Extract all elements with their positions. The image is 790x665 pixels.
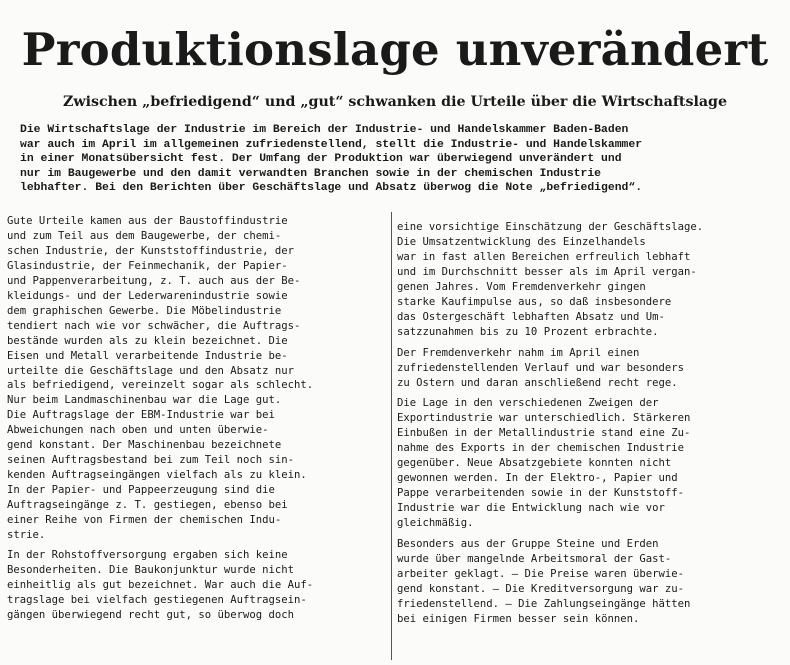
lead-line: war auch im April im allgemeinen zufriedenstellend, stellt die Industrie- und Handelskammer [20, 138, 643, 151]
text-line: urteilte die Geschäftslage und den Absatz nur [7, 364, 295, 377]
text-line: und Pappenverarbeitung, z. T. auch aus der Be- [7, 274, 301, 287]
text-line: gend konstant. — Die Kreditversorgung war zu- [397, 582, 685, 595]
text-line: kenden Auftragseingängen vielfach als zu klein. [7, 469, 307, 482]
text-line: das Ostergeschäft lebhaften Absatz und Um- [397, 310, 665, 323]
text-line: Der Fremdenverkehr nahm im April einen [397, 346, 640, 359]
text-line: schen Industrie, der Kunststoffindustrie, der [7, 244, 295, 257]
text-line: bestände wurden als zu klein bezeichnet. Die [7, 334, 288, 347]
text-line: und zum Teil aus dem Baugewerbe, der chemi- [7, 229, 282, 242]
lead-line: in einer Monatsübersicht fest. Der Umfang der Produktion war überwiegend unverändert und [20, 153, 622, 166]
headline: Produktionslage unverändert [21, 23, 769, 76]
text-line: friedenstellend. — Die Zahlungseingänge hätten [397, 597, 691, 610]
text-line: gleichmäßig. [397, 517, 474, 530]
text-line: einer Reihe von Firmen der chemischen Indu- [7, 514, 282, 527]
text-line: als befriedigend, vereinzelt sogar als schlecht. [7, 379, 314, 392]
text-line: Die Auftragslage der EBM-Industrie war bei [7, 409, 275, 422]
column-divider [391, 212, 392, 660]
text-line: genen Jahres. Vom Fremdenverkehr gingen [397, 280, 646, 293]
text-line: Glasindustrie, der Feinmechanik, der Papier- [7, 259, 288, 272]
paragraph [397, 396, 782, 531]
text-line: einheitlig als gut bezeichnet. War auch die Auf- [7, 578, 314, 591]
text-line: bei einigen Firmen besser sein können. [397, 612, 640, 625]
lead-line: Die Wirtschaftslage der Industrie im Bereich der Industrie- und Handelskammer Baden-Baden [20, 124, 629, 136]
text-line: seinen Auftragsbestand bei zum Teil noch sin- [7, 454, 295, 467]
text-line: Abweichungen nach oben und unten überwie- [7, 424, 269, 437]
paragraph [397, 220, 782, 340]
text-line: Gute Urteile kamen aus der Baustoffindustrie [7, 215, 288, 227]
paragraph [7, 214, 387, 543]
text-line: nahme des Exports in der chemischen Industrie [397, 442, 685, 455]
left-column [7, 214, 387, 628]
text-line: dem graphischen Gewerbe. Die Möbelindustrie [7, 304, 282, 317]
text-line: und im Durchschnitt besser als im April vergan- [397, 265, 697, 278]
lead-paragraph [20, 123, 780, 196]
text-line: arbeiter geklagt. — Die Preise waren überwie- [397, 567, 685, 580]
text-line: In der Papier- und Pappeerzeugung sind die [7, 484, 275, 497]
text-line: zufriedenstellenden Verlauf und war besonders [397, 361, 685, 374]
text-line: tragslage bei vielfach gestiegenen Auftragsein- [7, 593, 307, 606]
text-line: Auftragseingänge z. T. gestiegen, ebenso bei [7, 499, 288, 512]
text-line: Besonderheiten. Die Baukonjunktur wurde nicht [7, 563, 295, 576]
text-line: gewonnen werden. In der Elektro-, Papier und [397, 472, 678, 485]
right-column [397, 220, 782, 633]
text-line: strie. [7, 529, 46, 542]
text-line: tendiert nach wie vor schwächer, die Auftrags- [7, 319, 301, 332]
text-line: Pappe verarbeitenden sowie in der Kunststoff- [397, 487, 685, 500]
paragraph [397, 346, 782, 391]
text-line: Industrie war die Entwicklung nach wie vor [397, 502, 665, 515]
text-line: wurde über mangelnde Arbeitsmoral der Gast- [397, 553, 672, 566]
text-line: satzzunahmen bis zu 10 Prozent erbrachte. [397, 325, 659, 338]
text-line: Einbußen in der Metallindustrie stand eine Zu- [397, 427, 691, 440]
text-line: gegenüber. Neue Absatzgebiete konnten nicht [397, 457, 672, 470]
text-line: Nur beim Landmaschinenbau war die Lage gut. [7, 394, 282, 407]
text-line: In der Rohstoffversorgung ergaben sich keine [7, 548, 288, 561]
text-line: Exportindustrie war unterschiedlich. Stärkeren [397, 412, 691, 425]
text-line: eine vorsichtige Einschätzung der Geschäftslage. [397, 221, 704, 233]
paragraph [397, 537, 782, 627]
text-line: starke Kaufimpulse aus, so daß insbesondere [397, 295, 672, 308]
text-line: Die Lage in den verschiedenen Zweigen der [397, 397, 659, 410]
subheadline: Zwischen „befriedigend“ und „gut“ schwanken die Urteile über die Wirtschaftslage [63, 94, 727, 110]
text-line: gend konstant. Der Maschinenbau bezeichnete [7, 439, 282, 452]
paragraph [7, 548, 387, 623]
text-line: Besonders aus der Gruppe Steine und Erden [397, 538, 659, 551]
text-line: Eisen und Metall verarbeitende Industrie be- [7, 349, 288, 362]
text-line: kleidungs- und der Lederwarenindustrie sowie [7, 289, 288, 302]
lead-line: lebhafter. Bei den Berichten über Geschäftslage und Absatz überwog die Note „befriedigend“. [20, 182, 643, 195]
text-line: Die Umsatzentwicklung des Einzelhandels [397, 235, 646, 248]
text-line: gängen überwiegend recht gut, so überwog doch [7, 608, 295, 621]
lead-line: nur im Baugewerbe und den damit verwandten Branchen sowie in der chemischen Industrie [20, 167, 602, 180]
text-line: war in fast allen Bereichen erfreulich lebhaft [397, 250, 691, 263]
text-line: zu Ostern und daran anschließend recht rege. [397, 376, 678, 389]
